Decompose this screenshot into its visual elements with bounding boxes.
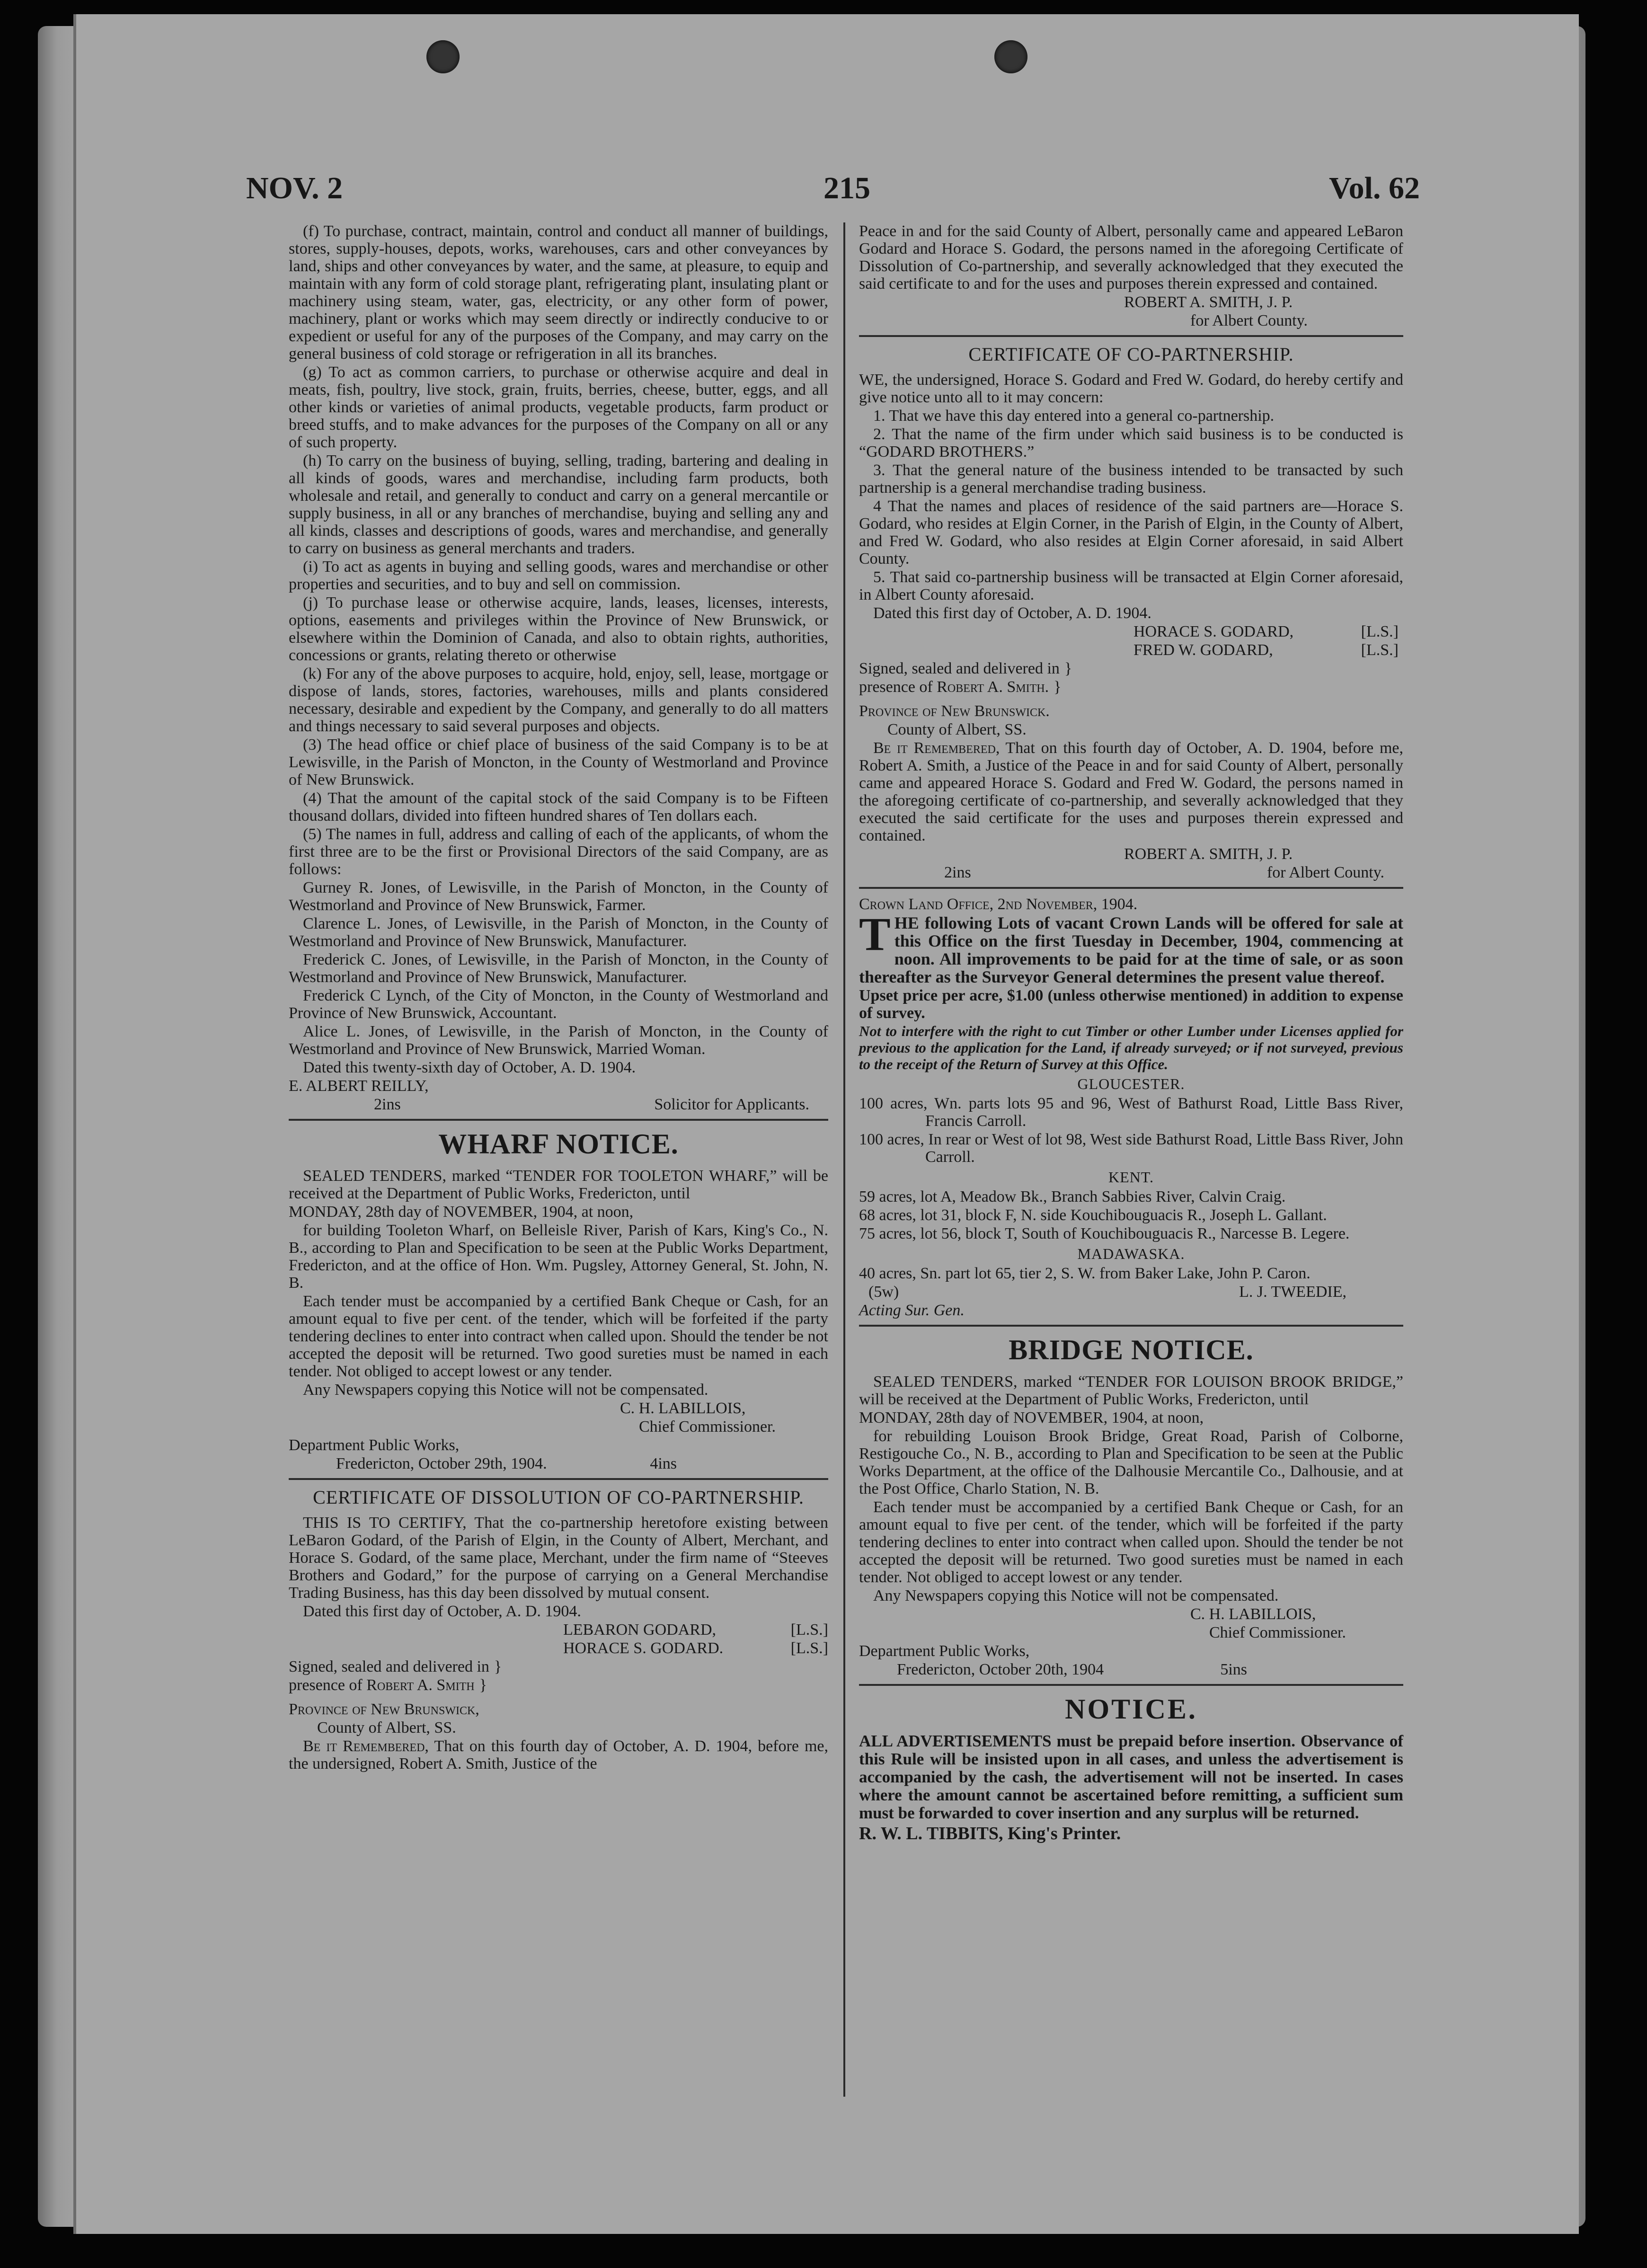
tweedie-name: L. J. TWEEDIE, [1239, 1283, 1346, 1301]
left-column [289, 222, 828, 1773]
bridge-dateline [859, 1661, 1403, 1678]
signed-text: Signed, sealed and delivered in [859, 660, 1060, 677]
dissolution-continuation: Peace in and for the said County of Albert, personally came and appeared LeBaron Godard and Horace S. Godard, the persons named in the aforegoing Certificate of Dissolution of Co-partnership, and severally acknowledged that they executed the said certificate to and for the uses and purposes therein expressed and contained. [859, 222, 1403, 292]
lot-entry: 75 acres, lot 56, block T, South of Kouchibouguacis R., Narcesse B. Legere. [859, 1225, 1350, 1242]
seal-mark: [L.S.] [790, 1639, 828, 1657]
wharf-deadline: MONDAY, 28th day of NOVEMBER, 1904, at noon, [289, 1203, 634, 1221]
divider [859, 1684, 1403, 1686]
drop-cap: T [859, 908, 891, 960]
bridge-place-date: Fredericton, October 20th, 1904 [897, 1661, 1104, 1678]
bridge-department: Department Public Works, [859, 1642, 1030, 1660]
seal-mark: [L.S.] [1361, 623, 1399, 640]
company-object-k: (k) For any of the above purposes to acquire, hold, enjoy, sell, lease, mortgage or dispose of lands, stores, factories, warehouses, mills and plants considered necessary, desirable and expedient by the Company, and generally to do all matters and things necessary to said several purposes and objects. [289, 665, 828, 735]
company-object-h: (h) To carry on the business of buying, selling, trading, bartering and dealing in all kinds of goods, wares and merchandise, including farm products, both wholesale and retail, and generally to conduct and carry on a general mercantile or supply business, in all or any branches of merchandise, buying and selling any and all kinds, classes and descriptions of goods, wares and merchandise, and generally to carry on business as general merchants and traders. [289, 452, 828, 557]
province-line: Province of New Brunswick. [859, 702, 1050, 720]
copartnership-item: 1. That we have this day entered into a general co-partnership. [873, 407, 1275, 425]
insertion-count: 2ins [374, 1096, 401, 1113]
wharf-intro: SEALED TENDERS, marked “TENDER FOR TOOLETON WHARF,” will be received at the Department of Public Works, Fredericton, until [289, 1167, 828, 1202]
signed-line [859, 660, 1403, 677]
divider [289, 1478, 828, 1480]
crown-land-lead-text: HE following Lots of vacant Crown Lands will be offered for sale at this Office on the first Tuesday in December, 1904, commencing at noon. All improvements to be paid for at the time of sale, or as soon thereafter as the Surveyor General determines the present value thereof. [859, 913, 1403, 986]
signer-lebaron: LEBARON GODARD, [563, 1621, 716, 1639]
acknowledgment-text: That on this fourth day of October, A. D. 1904, before me, Robert A. Smith, a Justice of the Peace in and for said County of Albert, personally came and appeared Horace S. Godard and Fred W. Godard, the persons named in the aforegoing certificate of co-partnership, and severally acknowledged that they executed the said certificate for the uses and purposes therein expressed and contained. [859, 739, 1404, 844]
timber-note: Not to interfere with the right to cut Timber or other Lumber under Licenses applied for previous to the application for the Land, if already surveyed; or if not surveyed, previous to the receipt of the Return of Survey at this Office. [859, 1023, 1403, 1072]
copartnership-item: 4 That the names and places of residence of the said partners are—Horace S. Godard, who resides at Elgin Corner, in the Parish of Elgin, in the County of Albert, and Fred W. Godard, who also resides at Elgin Corner aforesaid, in said Albert County. [859, 497, 1403, 567]
dated-line: Dated this twenty-sixth day of October, A. D. 1904. [303, 1059, 636, 1076]
jp-name: ROBERT A. SMITH, J. P. [1124, 293, 1293, 311]
binding-hole [994, 40, 1027, 73]
dissolution-body: THIS IS TO CERTIFY, That the co-partnership heretofore existing between LeBaron Godard, of the Parish of Elgin, in the County of Albert, Merchant, and Horace S. Godard, of the same place, Merchant, under the firm name of “Steeves Brothers and Godard,” for the purpose of carrying on a General Merchandise Trading Business, has this day been dissolved by mutual consent. [289, 1514, 828, 1602]
dissolution-title: CERTIFICATE OF DISSOLUTION OF CO-PARTNERSHIP. [313, 1487, 804, 1508]
lot-entry: 40 acres, Sn. part lot 65, tier 2, S. W. from Baker Lake, John P. Caron. [859, 1265, 1311, 1282]
bridge-description: for rebuilding Louison Brook Bridge, Great Road, Parish of Colborne, Restigouche Co., N. B., according to Plan and Specification to be seen at the Public Works Department, at the office of the Dalhousie Mercantile Co., Dalhousie, and at the Post Office, Charlo Station, N. B. [859, 1427, 1403, 1497]
signer-horace: HORACE S. GODARD. [563, 1639, 724, 1657]
copartnership-item: 2. That the name of the firm under which said business is to be conducted is “GODARD BROTHERS.” [859, 425, 1403, 461]
solicitor-name: E. ALBERT REILLY, [289, 1077, 429, 1095]
company-object-f: (f) To purchase, contract, maintain, control and conduct all manner of buildings, stores, supply-houses, depots, works, warehouses, cars and other conveyances by land, ships and other conveyances by water, and the same, at pleasure, to equip and maintain with any form of cold storage plant, refrigerating plant, insulating plant or machinery using steam, water, gas, electricity, or any other form of power, machinery, plant or works which may seem directly or indirectly conducive to or expedient or useful for any of the purposes of the Company, and may carry on the general business of cold storage or refrigeration in all its branches. [289, 222, 828, 363]
lot-entry: 100 acres, In rear or West of lot 98, West side Bathurst Road, Little Bass River, John Carroll. [859, 1131, 1403, 1166]
brace-glyph: } [1064, 660, 1072, 677]
copartnership-acknowledgment [859, 739, 1403, 844]
solicitor-title: Solicitor for Applicants. [654, 1096, 809, 1113]
seal-mark: [L.S.] [1361, 641, 1399, 659]
applicants-clause: (5) The names in full, address and calling of each of the applicants, of whom the first three are to be the first or Provisional Directors of the said Company, are as follows: [289, 825, 828, 878]
wharf-department: Department Public Works, [289, 1436, 460, 1454]
wharf-newspaper-note: Any Newspapers copying this Notice will not be compensated. [303, 1381, 708, 1399]
wharf-dateline [289, 1455, 828, 1472]
insertion-count: (5w) [868, 1283, 899, 1301]
jp-title: for Albert County. [1266, 864, 1384, 881]
wharf-insertions: 4ins [650, 1455, 677, 1472]
dissolution-acknowledgment [289, 1737, 828, 1772]
presence-line [289, 1676, 828, 1694]
binding-hole [426, 40, 460, 73]
page-header [246, 170, 1420, 208]
lot-entry: 59 acres, lot A, Meadow Bk., Branch Sabbies River, Calvin Craig. [859, 1188, 1286, 1205]
county-line: County of Albert, SS. [317, 1719, 456, 1736]
kings-printer: R. W. L. TIBBITS, King's Printer. [859, 1824, 1121, 1843]
wharf-description: for building Tooleton Wharf, on Belleisle River, Parish of Kars, King's Co., N. B., according to Plan and Specification to be seen at the Public Works Department, Fredericton, and at the office of Hon. Wm. Pugsley, Attorney General, St. John, N. B. [289, 1222, 828, 1292]
presence-text: presence of [289, 1676, 363, 1694]
county-heading: MADAWASKA. [1077, 1245, 1185, 1262]
crown-land-dateline: Crown Land Office, 2nd November, 1904. [859, 895, 1138, 913]
column-rule [843, 222, 845, 2097]
dissolution-dated: Dated this first day of October, A. D. 1904. [303, 1603, 581, 1620]
tweedie-line [859, 1283, 1403, 1301]
copartnership-sig-1 [859, 623, 1403, 640]
copartnership-intro: WE, the undersigned, Horace S. Godard and Fred W. Godard, do hereby certify and give notice unto all to it may concern: [859, 371, 1403, 406]
county-line: County of Albert, SS. [887, 721, 1027, 738]
bridge-deadline: MONDAY, 28th day of NOVEMBER, 1904, at noon, [859, 1409, 1204, 1426]
copartnership-item: 3. That the general nature of the business intended to be transacted by such partnership is a general merchandise trading business. [859, 461, 1403, 496]
applicant-entry: Clarence L. Jones, of Lewisville, in the Parish of Moncton, in the County of Westmorland and Province of New Brunswick, Manufacturer. [289, 915, 828, 950]
company-object-g: (g) To act as common carriers, to purchase or otherwise acquire and deal in meats, fish, poultry, live stock, grain, fruits, berries, cheese, butter, eggs, and all other kinds or varieties of animal products, vegetable products, farm product or breed stuffs, and to make advances for the purposes of the Company on all or any of such property. [289, 363, 828, 451]
right-column [859, 222, 1403, 1843]
jp-line [859, 864, 1403, 881]
copartnership-dated: Dated this first day of October, A. D. 1904. [873, 604, 1151, 622]
applicant-entry: Gurney R. Jones, of Lewisville, in the Parish of Moncton, in the County of Westmorland and Province of New Brunswick, Farmer. [289, 879, 828, 914]
acknowledgment-text: That on this fourth day of October, A. D. 1904, before me, the undersigned, Robert A. Smith, Justice of the [289, 1737, 828, 1772]
bridge-signer-title: Chief Commissioner. [1209, 1624, 1346, 1641]
lot-entry: 100 acres, Wn. parts lots 95 and 96, West of Bathurst Road, Little Bass River, Francis Carroll. [859, 1095, 1403, 1130]
witness-name: Robert A. Smith. [937, 678, 1049, 696]
upset-price: Upset price per acre, $1.00 (unless otherwise mentioned) in addition to expense of survey. [859, 987, 1403, 1022]
bridge-insertions: 5ins [1220, 1661, 1247, 1678]
divider [289, 1119, 828, 1121]
county-heading: KENT. [1108, 1169, 1154, 1186]
issue-date: NOV. 2 [246, 171, 343, 205]
notice-body: ALL ADVERTISEMENTS must be prepaid before insertion. Observance of this Rule will be insisted upon in all cases, and unless the advertisement is accompanied by the cash, the advertisement will not be inserted. In cases where the amount cannot be ascertained before remitting, a sufficient sum must be forwarded to cover insertion and any surplus will be returned. [859, 1732, 1403, 1822]
presence-line [859, 678, 1403, 696]
company-object-i: (i) To act as agents in buying and selling goods, wares and merchandise or other properties and securities, and to buy and sell on commission. [289, 558, 828, 593]
tweedie-title: Acting Sur. Gen. [859, 1302, 965, 1319]
jp-title: for Albert County. [1190, 312, 1308, 329]
crown-land-lead [859, 908, 1403, 986]
company-object-j: (j) To purchase lease or otherwise acquire, lands, leases, licenses, interests, options, easements and privileges within the Province of New Brunswick, or elsewhere within the Dominion of Canada, and also to obtain rights, authorities, concessions or grants, relating thereto or otherwise [289, 594, 828, 664]
volume-number: Vol. 62 [1329, 171, 1420, 205]
bridge-newspaper-note: Any Newspapers copying this Notice will not be compensated. [873, 1587, 1279, 1604]
bridge-notice-title: BRIDGE NOTICE. [1009, 1334, 1254, 1365]
copartnership-sig-2 [859, 641, 1403, 659]
notice-title: NOTICE. [1065, 1693, 1197, 1725]
signed-line [289, 1658, 828, 1675]
dissolution-sig-2 [289, 1639, 828, 1657]
brace-glyph: } [479, 1676, 487, 1694]
applicant-entry: Alice L. Jones, of Lewisville, in the Parish of Moncton, in the County of Westmorland and Province of New Brunswick, Married Woman. [289, 1023, 828, 1058]
remembered-text: Be it Remembered, [303, 1737, 429, 1755]
brace-glyph: } [494, 1658, 502, 1675]
solicitor-line [289, 1096, 828, 1113]
wharf-notice-title: WHARF NOTICE. [438, 1128, 679, 1160]
divider [859, 887, 1403, 889]
province-line: Province of New Brunswick, [289, 1701, 479, 1718]
wharf-tender-terms: Each tender must be accompanied by a certified Bank Cheque or Cash, for an amount equal to five per cent. of the tender, which will be forfeited if the party tendering declines to enter into contract when called upon. Should the tender be not accepted the deposit will be returned. Two good sureties must be named in each tender. Not obliged to accept lowest or any tender. [289, 1293, 828, 1380]
dissolution-sig-1 [289, 1621, 828, 1639]
applicant-entry: Frederick C. Jones, of Lewisville, in the Parish of Moncton, in the County of Westmorland and Province of New Brunswick, Manufacturer. [289, 951, 828, 986]
county-heading: GLOUCESTER. [1077, 1075, 1185, 1092]
head-office-clause: (3) The head office or chief place of business of the said Company is to be at Lewisville, in the Parish of Moncton, in the County of Westmorland and Province of New Brunswick. [289, 736, 828, 788]
seal-mark: [L.S.] [790, 1621, 828, 1639]
insertion-count: 2ins [944, 864, 971, 881]
presence-text: presence of [859, 678, 933, 696]
page-number: 215 [824, 171, 870, 205]
copartnership-title: CERTIFICATE OF CO-PARTNERSHIP. [968, 344, 1294, 365]
divider [859, 1325, 1403, 1327]
remembered-text: Be it Remembered, [873, 739, 1000, 757]
wharf-place-date: Fredericton, October 29th, 1904. [336, 1455, 547, 1472]
capital-stock-clause: (4) That the amount of the capital stock of the said Company is to be Fifteen thousand dollars, divided into fifteen hundred shares of Ten dollars each. [289, 789, 828, 824]
lot-entry: 68 acres, lot 31, block F, N. side Kouchibouguacis R., Joseph L. Gallant. [859, 1206, 1327, 1224]
wharf-signer: C. H. LABILLOIS, [620, 1400, 746, 1417]
bridge-signer: C. H. LABILLOIS, [1190, 1605, 1316, 1623]
signed-text: Signed, sealed and delivered in [289, 1658, 489, 1675]
signer-horace: HORACE S. GODARD, [1133, 623, 1294, 640]
signer-fred: FRED W. GODARD, [1133, 641, 1273, 659]
wharf-signer-title: Chief Commissioner. [639, 1418, 776, 1435]
jp-name: ROBERT A. SMITH, J. P. [1124, 845, 1293, 863]
brace-glyph: } [1054, 678, 1062, 696]
copartnership-item: 5. That said co-partnership business will be transacted at Elgin Corner aforesaid, in Albert County aforesaid. [859, 568, 1403, 603]
applicant-entry: Frederick C Lynch, of the City of Moncton, in the County of Westmorland and Province of New Brunswick, Accountant. [289, 987, 828, 1022]
bridge-tender-terms: Each tender must be accompanied by a certified Bank Cheque or Cash, for an amount equal to five per cent. of the tender, which will be forfeited if the party tendering declines to enter into contract when called upon. Should the tender be not accepted the deposit will be returned. Two good sureties must be named in each tender. Not obliged to accept lowest or any tender. [859, 1498, 1403, 1586]
bridge-intro: SEALED TENDERS, marked “TENDER FOR LOUISON BROOK BRIDGE,” will be received at the Department of Public Works, Fredericton, until [859, 1373, 1403, 1408]
divider [859, 335, 1403, 337]
witness-name: Robert A. Smith [366, 1676, 475, 1694]
